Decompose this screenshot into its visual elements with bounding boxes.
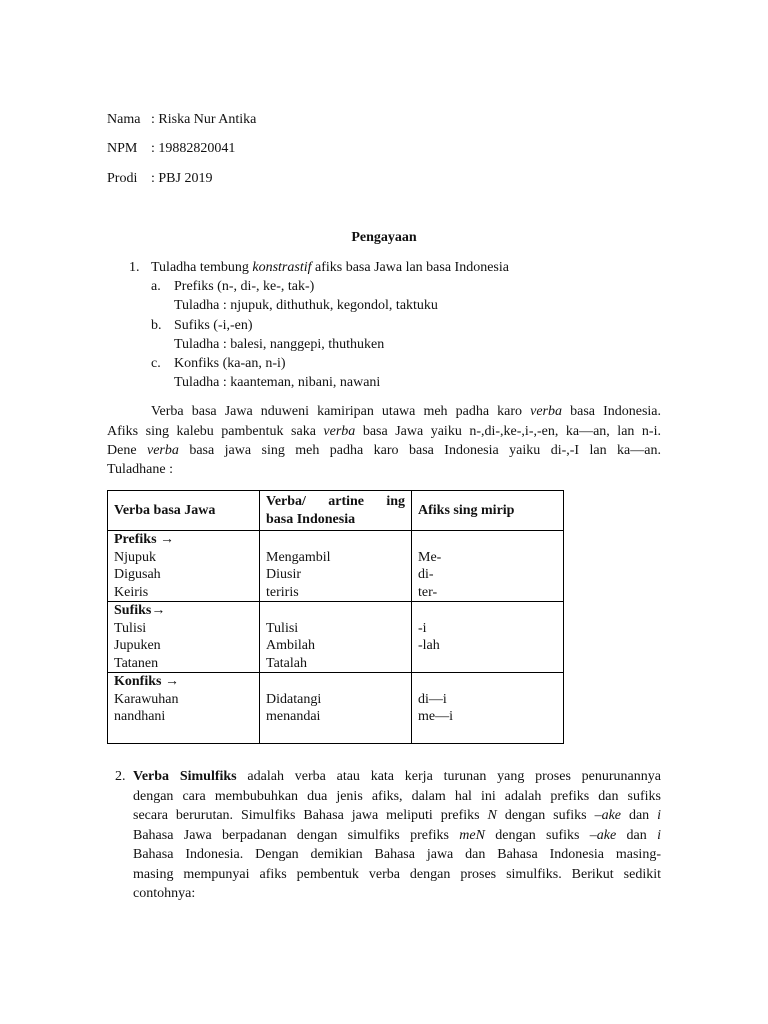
group-label-konfiks: Konfiks → bbox=[114, 674, 179, 689]
list2-line3: secara berurutan. Simulfiks Bahasa jawa meliputi prefiks N dengan sufiks –ake dan i bbox=[133, 808, 661, 823]
list1-b-text: Sufiks (-i,-en) bbox=[174, 318, 253, 333]
sufiks-jawa-cell: Sufiks→ Tulisi Jupuken Tatanen bbox=[108, 602, 260, 673]
prefiks-jawa-cell: Prefiks → Njupuk Digusah Keiris bbox=[108, 531, 260, 602]
konfiks-indonesia-cell: Didatangi menandai bbox=[260, 673, 412, 744]
list1-b-letter: b. bbox=[151, 318, 162, 333]
list1-c-example: Tuladha : kaanteman, nibani, nawani bbox=[174, 375, 381, 390]
list1-a-text: Prefiks (n-, di-, ke-, tak-) bbox=[174, 279, 315, 294]
nama-label: Nama bbox=[107, 112, 141, 127]
konfiks-jawa-cell: Konfiks → Karawuhan nandhani bbox=[108, 673, 260, 744]
list1-c-letter: c. bbox=[151, 356, 161, 371]
table-row bbox=[108, 673, 564, 744]
npm-value: : 19882820041 bbox=[151, 141, 236, 156]
paragraph1-line3: Dene verba basa jawa sing meh padha karo basa Indonesia yaiku di-,-I lan ka—an. bbox=[107, 443, 661, 458]
prodi-label: Prodi bbox=[107, 171, 138, 186]
list1-c-text: Konfiks (ka-an, n-i) bbox=[174, 356, 286, 371]
list1-a-letter: a. bbox=[151, 279, 161, 294]
term-verba-simulfiks: Verba Simulfiks bbox=[133, 769, 237, 784]
header-afiks-mirip: Afiks sing mirip bbox=[412, 491, 564, 531]
sufiks-afiks-cell: -i -lah bbox=[412, 602, 564, 673]
list1-b-example: Tuladha : balesi, nanggepi, thuthuken bbox=[174, 337, 385, 352]
list1-a-example: Tuladha : njupuk, dithuthuk, kegondol, taktuku bbox=[174, 298, 438, 313]
prodi-value: : PBJ 2019 bbox=[151, 171, 213, 186]
header-verba-indonesia: Verba/ artine ing basa Indonesia bbox=[260, 491, 412, 531]
table-row bbox=[108, 602, 564, 673]
prefiks-indonesia-cell: Mengambil Diusir teriris bbox=[260, 531, 412, 602]
list2-number: 2. bbox=[115, 769, 126, 784]
nama-value: : Riska Nur Antika bbox=[151, 112, 257, 127]
list2-line2: dengan cara membubuhkan dua jenis afiks, dalam hal ini adalah prefiks dan sufiks bbox=[133, 789, 661, 804]
table-row bbox=[108, 531, 564, 602]
sufiks-indonesia-cell: Tulisi Ambilah Tatalah bbox=[260, 602, 412, 673]
page-title: Pengayaan bbox=[351, 230, 417, 245]
list2-line4: Bahasa Jawa berpadanan dengan simulfiks prefiks meN dengan sufiks –ake dan i bbox=[133, 828, 661, 843]
list2-line1: Verba Simulfiks adalah verba atau kata kerja turunan yang proses penurunannya bbox=[133, 769, 661, 784]
paragraph1-line4: Tuladhane : bbox=[107, 462, 173, 477]
group-label-sufiks: Sufiks→ bbox=[114, 603, 166, 618]
list1-heading: Tuladha tembung konstrastif afiks basa Jawa lan basa Indonesia bbox=[151, 260, 509, 275]
group-label-prefiks: Prefiks → bbox=[114, 532, 175, 547]
list1-number: 1. bbox=[129, 260, 140, 275]
list2-line7: contohnya: bbox=[133, 886, 196, 901]
list2-line6: masing mempunyai afiks pembentuk verba dengan proses simulfiks. Berikut sedikit bbox=[133, 867, 661, 882]
konfiks-afiks-cell: di—i me—i bbox=[412, 673, 564, 744]
paragraph1-line2: Afiks sing kalebu pambentuk saka verba basa Jawa yaiku n-,di-,ke-,i-,-en, ka—an, lan n-i. bbox=[107, 424, 661, 439]
npm-label: NPM bbox=[107, 141, 138, 156]
paragraph1-line1: Verba basa Jawa nduweni kamiripan utawa meh padha karo verba basa Indonesia. bbox=[151, 404, 661, 419]
list2-line5: Bahasa Indonesia. Dengan demikian Bahasa jawa dan Bahasa Indonesia masing- bbox=[133, 847, 661, 862]
italic-term: konstrastif bbox=[252, 260, 312, 275]
table-header-row bbox=[108, 491, 564, 531]
prefiks-afiks-cell: Me- di- ter- bbox=[412, 531, 564, 602]
verba-comparison-table bbox=[107, 490, 564, 744]
header-verba-jawa: Verba basa Jawa bbox=[108, 491, 260, 531]
